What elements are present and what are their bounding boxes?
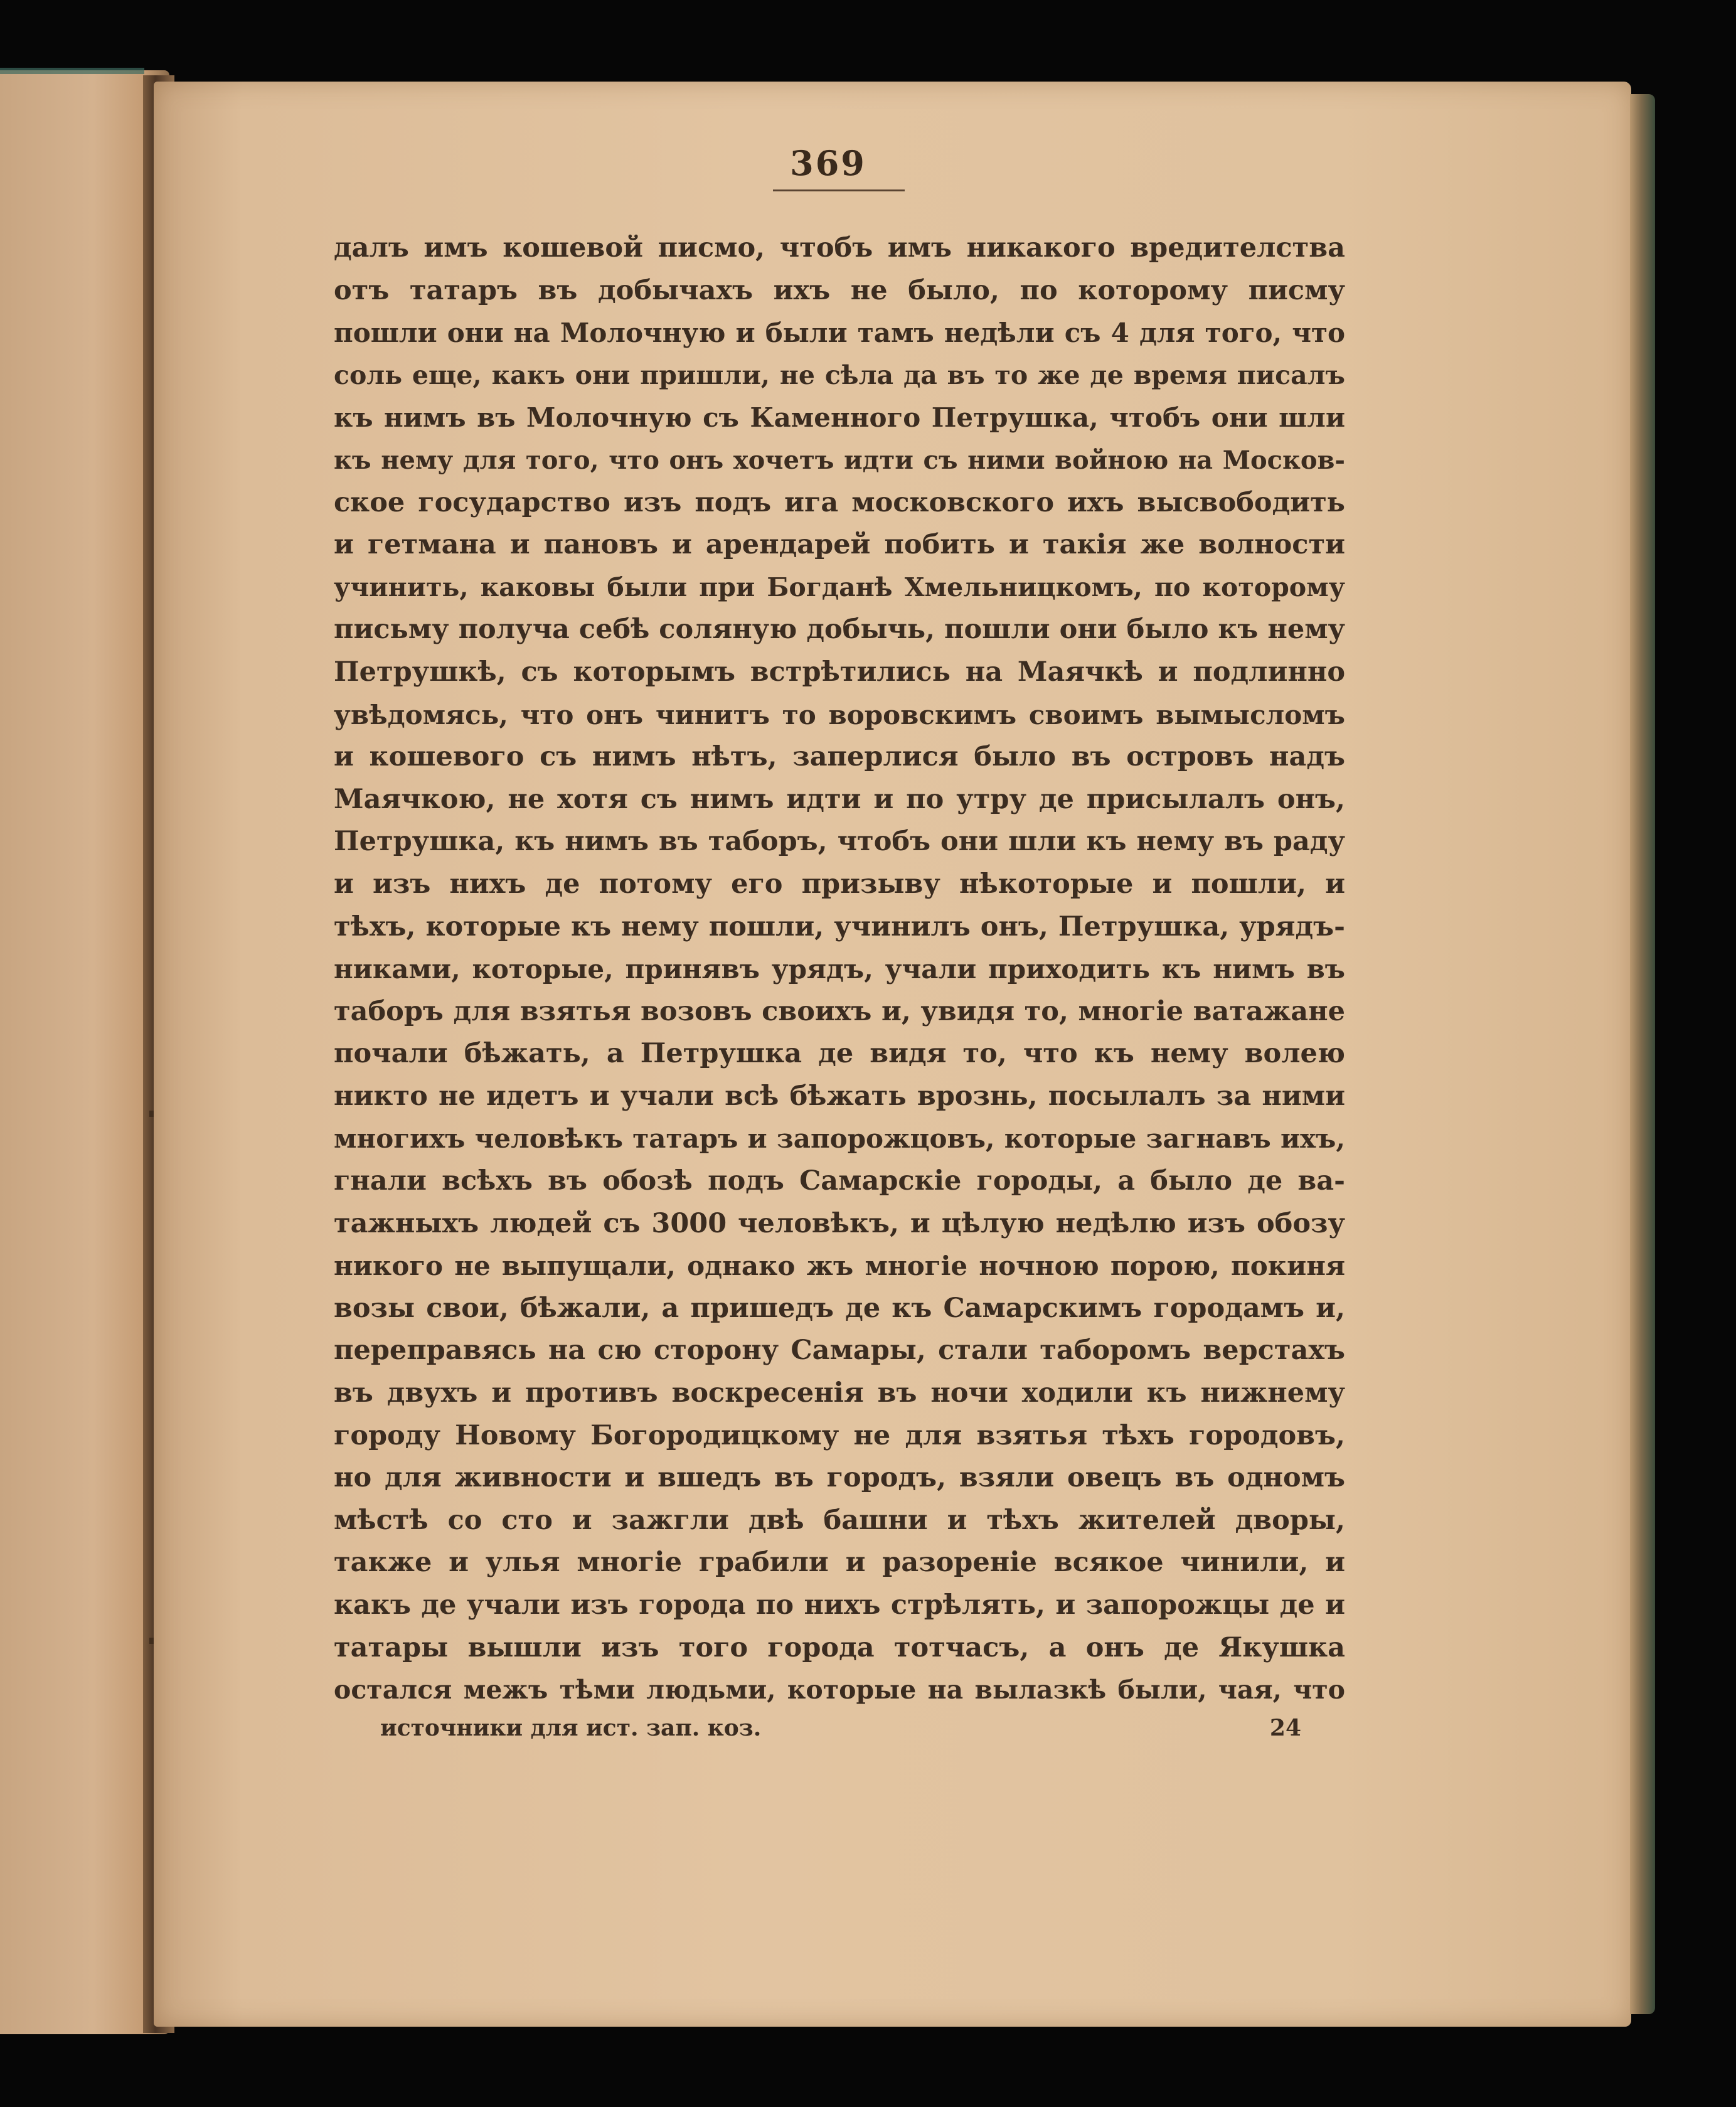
- body-text: [334, 227, 1345, 1712]
- text-line: никами, которые, принявъ урядъ, учали приходить къ нимъ въ: [334, 954, 1345, 985]
- text-line: Петрушкѣ, съ которымъ встрѣтились на Маячкѣ и подлинно: [334, 656, 1345, 688]
- text-line: въ двухъ и противъ воскресенія въ ночи ходили къ нижнему: [334, 1377, 1345, 1409]
- text-line: далъ имъ кошевой писмо, чтобъ имъ никакого вредителства: [334, 232, 1345, 264]
- text-line: переправясь на сю сторону Самары, стали таборомъ верстахъ: [334, 1335, 1345, 1367]
- text-line: увѣдомясь, что онъ чинитъ то воровскимъ своимъ вымысломъ: [334, 699, 1345, 730]
- text-line: но для живности и вшедъ въ городъ, взяли овецъ въ одномъ: [334, 1462, 1345, 1494]
- text-line: гнали всѣхъ въ обозѣ подъ Самарскіе городы, а было де ва-: [334, 1165, 1345, 1197]
- page-number-rule: [773, 189, 905, 191]
- text-line: никто не идетъ и учали всѣ бѣжать врознь, посылалъ за ними: [334, 1080, 1345, 1112]
- text-line: остался межъ тѣми людьми, которые на вылазкѣ были, чая, что: [334, 1675, 1345, 1705]
- text-line: какъ де учали изъ города по нихъ стрѣлять, и запорожцы де и: [334, 1589, 1345, 1621]
- text-line: многихъ человѣкъ татаръ и запорожцовъ, которые загнавъ ихъ,: [334, 1123, 1345, 1155]
- text-line: возы свои, бѣжали, а пришедъ де къ Самарскимъ городамъ и,: [334, 1292, 1345, 1324]
- signature-mark: источники для ист. зап. коз.: [380, 1715, 762, 1741]
- text-line: Маячкою, не хотя съ нимъ идти и по утру де присылалъ онъ,: [334, 783, 1345, 815]
- text-line: и гетмана и пановъ и арендарей побить и такія же волности: [334, 529, 1345, 561]
- page-fore-edge: [1630, 94, 1655, 2014]
- text-line: таборъ для взятья возовъ своихъ и, увидя то, многіе ватажане: [334, 995, 1345, 1027]
- text-line: татары вышли изъ того города тотчасъ, а онъ де Якушка: [334, 1631, 1345, 1663]
- page-number: 369: [790, 143, 866, 183]
- text-line: Петрушка, къ нимъ въ таборъ, чтобъ они шли къ нему въ раду: [334, 826, 1345, 858]
- text-line: мѣстѣ со сто и зажгли двѣ башни и тѣхъ жителей дворы,: [334, 1504, 1345, 1536]
- previous-page-edge: [0, 68, 144, 74]
- text-line: никого не выпущали, однако жъ многіе ночною порою, покиня: [334, 1251, 1345, 1282]
- text-line: и изъ нихъ де потому его призыву нѣкоторые и пошли, и: [334, 868, 1345, 900]
- sheet-number: 24: [1269, 1715, 1301, 1741]
- text-line: тажныхъ людей съ 3000 человѣкъ, и цѣлую недѣлю изъ обозу: [334, 1207, 1345, 1239]
- text-line: почали бѣжать, а Петрушка де видя то, что къ нему волею: [334, 1038, 1345, 1070]
- text-line: учинить, каковы были при Богданѣ Хмельницкомъ, по которому: [334, 572, 1345, 602]
- text-line: къ нимъ въ Молочную съ Каменного Петрушка, чтобъ они шли: [334, 402, 1345, 434]
- text-line: къ нему для того, что онъ хочетъ идти съ ними войною на Москов-: [334, 445, 1345, 475]
- text-line: ское государство изъ подъ ига московского ихъ высвободить: [334, 486, 1345, 518]
- text-line: отъ татаръ въ добычахъ ихъ не было, по которому писму: [334, 274, 1345, 306]
- text-line: пошли они на Молочную и были тамъ недѣли съ 4 для того, что: [334, 317, 1345, 349]
- text-line: письму получа себѣ соляную добычь, пошли они было къ нему: [334, 614, 1346, 646]
- text-line: тѣхъ, которые къ нему пошли, учинилъ онъ, Петрушка, урядъ-: [334, 910, 1345, 942]
- text-line: также и улья многіе грабили и разореніе всякое чинили, и: [334, 1547, 1345, 1579]
- text-line: соль еще, какъ они пришли, не сѣла да въ то же де время писалъ: [334, 360, 1345, 390]
- text-line: и кошевого съ нимъ нѣтъ, заперлися было въ островъ надъ: [334, 741, 1345, 773]
- text-line: городу Новому Богородицкому не для взятья тѣхъ городовъ,: [334, 1419, 1345, 1451]
